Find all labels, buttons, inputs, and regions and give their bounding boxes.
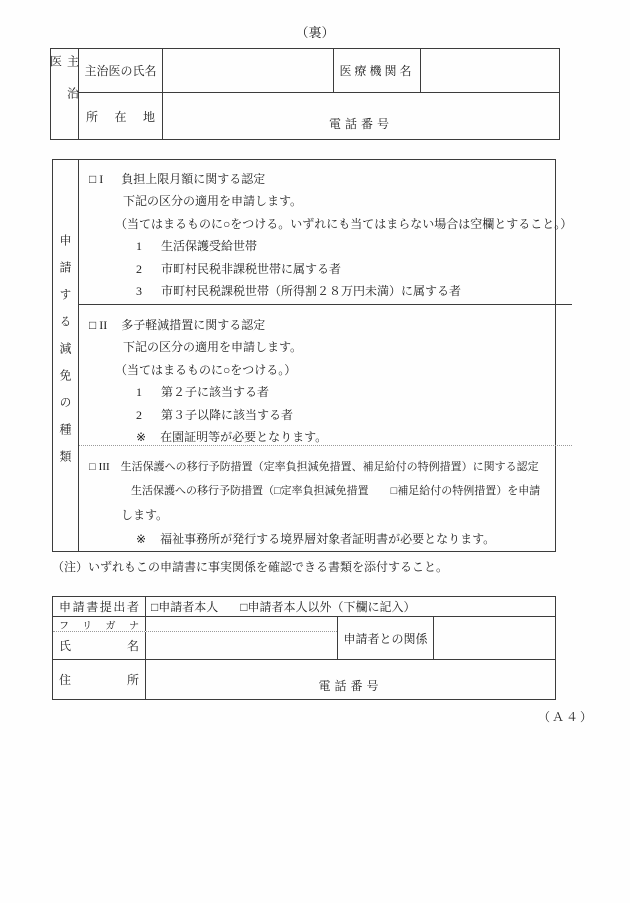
section1-title: 負担上限月額に関する認定 [121, 172, 266, 186]
submitter-row [53, 597, 555, 617]
furigana-subrow [53, 617, 337, 632]
section1-heading [79, 168, 572, 190]
section1-apply-line: 下記の区分の適用を申請します。 [123, 194, 303, 209]
physician-address-row [79, 93, 559, 139]
section1-option-1 [79, 235, 572, 257]
furigana-field[interactable] [146, 617, 337, 631]
applicant-self-label: 申請者本人 [158, 600, 219, 614]
submitter-options [146, 597, 555, 616]
medical-institution-label: 医療機関名 [334, 49, 421, 92]
furigana-label: フリガナ [53, 617, 146, 631]
section2-checkbox[interactable]: □ [89, 318, 97, 332]
address-row [53, 660, 555, 699]
relation-field[interactable] [434, 617, 555, 659]
option-self [151, 598, 218, 615]
relation-label: 申請者との関係 [337, 617, 434, 659]
name-row [53, 617, 555, 660]
applicant-other-label: 申請者本人以外（下欄に記入） [247, 600, 416, 614]
physician-address-label: 所在地 [79, 93, 163, 139]
section3-title: 生活保護への移行予防措置（定率負担減免措置、補足給付の特例措置）に関する認定 [120, 461, 539, 473]
page-side-label: （裏） [295, 25, 335, 40]
physician-name-label: 主治医の氏名 [79, 49, 163, 92]
section2-title: 多子軽減措置に関する認定 [121, 318, 266, 332]
physician-row-header: 主治医 [51, 49, 79, 139]
apply-line-prefix: 生活保護への移行予防措置（ [131, 485, 274, 497]
section-welfare-prevention [79, 446, 572, 551]
option-number: 2 [136, 407, 142, 422]
physician-phone-label: 電話番号 [328, 117, 393, 131]
option-text: 第２子に該当する者 [161, 385, 270, 400]
address-field[interactable] [146, 660, 555, 699]
reference-mark: ※ [136, 430, 147, 445]
section2-option-1 [79, 381, 572, 403]
section2-apply-line: 下記の区分の適用を申請します。 [123, 340, 303, 355]
applicant-phone-label: 電話番号 [318, 679, 383, 693]
submitter-label: 申請書提出者 [53, 597, 146, 616]
reduction-type-table [52, 159, 573, 552]
option-text: 第３子以降に該当する者 [161, 407, 294, 422]
applicant-table [52, 596, 556, 700]
section2-heading [79, 314, 572, 336]
applicant-self-checkbox[interactable]: □ [151, 600, 159, 614]
physician-name-row [79, 49, 559, 93]
physician-table-body [79, 49, 559, 139]
section-monthly-cap [79, 160, 572, 305]
section3-checkbox[interactable]: □ [89, 461, 96, 473]
section3-apply-continuation: します。 [121, 508, 169, 522]
section2-option-2 [79, 404, 572, 426]
name-label: 氏名 [53, 632, 146, 659]
option-text: 生活保護受給世帯 [161, 239, 258, 254]
section2-numeral: II [99, 318, 108, 332]
section3-numeral: III [98, 461, 110, 473]
physician-name-field[interactable] [163, 49, 334, 92]
option-other [240, 598, 415, 615]
note-text: 福祉事務所が発行する境界層対象者証明書が必要となります。 [160, 532, 496, 546]
attachment-note: （注）いずれもこの申請書に事実関係を確認できる書類を添付すること。 [52, 560, 449, 574]
reduction-row-header: 申請する減免の種類 [53, 160, 79, 551]
name-field[interactable] [146, 632, 337, 659]
reduction-table-body [79, 160, 572, 551]
option-number: 3 [136, 284, 142, 299]
section3-heading [79, 455, 572, 479]
reference-mark: ※ [136, 532, 147, 546]
section1-numeral: I [99, 172, 104, 186]
flat-rate-reduction-label: 定率負担減免措置 [280, 485, 369, 497]
supplementary-benefit-label: 補足給付の特例措置 [397, 485, 497, 497]
section1-option-3 [79, 280, 572, 302]
name-subrow [53, 632, 337, 659]
flat-rate-reduction-checkbox[interactable]: □ [274, 485, 281, 497]
physician-address-field[interactable] [163, 93, 559, 139]
section2-instruction: （当てはまるものに○をつける。） [115, 362, 297, 377]
medical-institution-field[interactable] [421, 49, 559, 92]
attending-physician-table [50, 48, 560, 140]
paper-size-label: （Ａ４） [538, 710, 595, 724]
supplementary-benefit-checkbox[interactable]: □ [390, 485, 398, 497]
option-number: 1 [136, 239, 142, 254]
option-text: 市町村民税非課税世帯に属する者 [161, 261, 342, 276]
address-label: 住所 [53, 660, 146, 699]
section3-apply-line [79, 479, 572, 503]
apply-line-suffix: ）を申請 [496, 485, 541, 497]
option-number: 2 [136, 261, 142, 276]
option-text: 市町村民税課税世帯（所得割２８万円未満）に属する者 [161, 284, 462, 299]
applicant-other-checkbox[interactable]: □ [240, 600, 248, 614]
section1-checkbox[interactable]: □ [89, 172, 97, 186]
option-number: 1 [136, 385, 142, 400]
section-multi-child [79, 305, 572, 446]
name-column [53, 617, 337, 659]
section1-instruction: （当てはまるものに○をつける。いずれにも当てはまらない場合は空欄とすること。） [115, 216, 573, 231]
section1-option-2 [79, 258, 572, 280]
note-text: 在園証明等が必要となります。 [160, 430, 328, 445]
section3-note [79, 527, 572, 551]
